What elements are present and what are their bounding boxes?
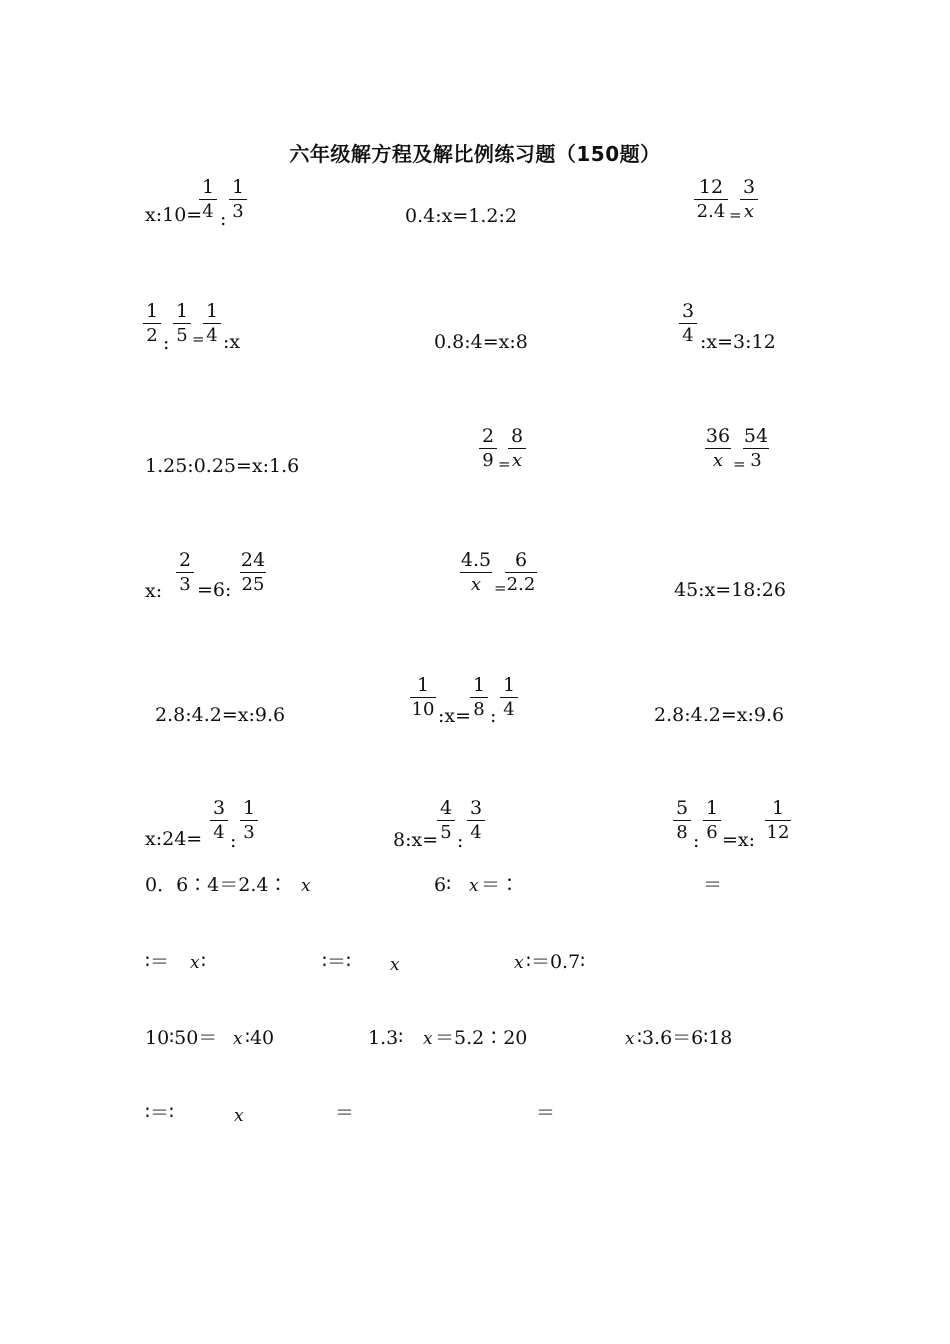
problem-text: 1.25:0.25=x:1.6	[145, 455, 300, 477]
fraction-denominator: 3	[243, 822, 255, 843]
fraction-bar	[143, 323, 161, 324]
problem-text: x:24=	[145, 828, 203, 850]
fraction-numerator: 5	[675, 797, 689, 819]
fraction-bar	[210, 820, 228, 821]
problem-text: ∶＝0.7∶	[526, 951, 586, 973]
fraction-bar	[240, 572, 266, 573]
fraction-denominator: 9	[482, 450, 494, 471]
problem-text: ∶	[201, 951, 206, 973]
fraction-numerator: 1	[201, 176, 215, 198]
variable-x: x	[234, 1106, 244, 1126]
fraction-denominator: 8	[473, 699, 485, 720]
problem-text: 0．6∶4＝2.4∶	[145, 874, 288, 896]
problem-text: =x:	[722, 829, 756, 851]
equals-sign: =	[729, 206, 742, 224]
problem-text: 2.8:4.2=x:9.6	[654, 704, 785, 726]
variable-x: x	[233, 1029, 243, 1049]
fraction-numerator: 1	[145, 300, 159, 322]
fraction-numerator: 3	[681, 300, 695, 322]
fraction-denominator: 4	[206, 325, 218, 346]
ratio-colon: :	[490, 705, 497, 727]
fraction-bar	[479, 448, 497, 449]
fraction-bar	[705, 448, 731, 449]
variable-x: x	[625, 1029, 635, 1049]
fraction-denominator: x	[511, 450, 523, 471]
fraction-bar	[508, 448, 526, 449]
fraction-denominator: 4	[202, 201, 214, 222]
page-title: 六年级解方程及解比例练习题（150题）	[289, 142, 661, 166]
variable-x: x	[390, 955, 400, 975]
problem-text: 45:x=18:26	[674, 579, 786, 601]
fraction-numerator: 3	[212, 797, 226, 819]
fraction-bar	[703, 820, 721, 821]
fraction-denominator: 25	[241, 574, 265, 595]
fraction-bar	[203, 323, 221, 324]
fraction-denominator: 3	[179, 574, 191, 595]
equals-sign: ＝	[335, 1102, 355, 1124]
problem-text: 0.8:4=x:8	[434, 331, 528, 353]
fraction-numerator: 24	[240, 549, 266, 571]
fraction-denominator: 2	[146, 325, 158, 346]
problem-text: x:10=	[145, 204, 203, 226]
fraction-denominator: 4	[470, 822, 482, 843]
fraction-bar	[410, 697, 436, 698]
fraction-bar	[500, 697, 518, 698]
problem-text: 10∶50＝	[145, 1027, 218, 1049]
fraction-denominator: 3	[750, 450, 762, 471]
variable-x: x	[190, 953, 200, 973]
problem-text: 1.3∶	[368, 1027, 404, 1049]
ratio-colon: :	[220, 208, 227, 230]
fraction-numerator: 6	[514, 549, 528, 571]
fraction-bar	[229, 199, 247, 200]
fraction-bar	[173, 323, 191, 324]
problem-text: :x=3:12	[700, 331, 776, 353]
ratio-colon: :	[457, 830, 464, 852]
variable-x: x	[301, 876, 311, 896]
fraction-numerator: 3	[742, 176, 756, 198]
fraction-bar	[240, 820, 258, 821]
fraction-numerator: 2	[178, 549, 192, 571]
fraction-bar	[694, 199, 728, 200]
fraction-bar	[673, 820, 691, 821]
fraction-denominator: 2.2	[506, 574, 536, 595]
fraction-denominator: 6	[706, 822, 718, 843]
equals-sign: =	[733, 455, 746, 473]
fraction-denominator: 3	[232, 201, 244, 222]
variable-x: x	[423, 1029, 433, 1049]
fraction-denominator: x	[470, 574, 482, 595]
fraction-numerator: 4.5	[460, 549, 492, 571]
fraction-bar	[740, 199, 758, 200]
variable-x: x	[514, 953, 524, 973]
fraction-numerator: 1	[705, 797, 719, 819]
fraction-numerator: 8	[510, 425, 524, 447]
problem-text: :x=	[438, 705, 472, 727]
equals-sign: =	[494, 579, 507, 597]
fraction-denominator: x	[743, 201, 755, 222]
fraction-numerator: 1	[231, 176, 245, 198]
equals-sign: =	[498, 455, 511, 473]
problem-text: :x	[223, 331, 241, 353]
fraction-bar	[765, 820, 791, 821]
problem-text: 0.4:x=1.2:2	[405, 205, 517, 227]
fraction-denominator: 2.4	[696, 201, 726, 222]
problem-text: x:	[145, 580, 163, 602]
fraction-denominator: x	[712, 450, 724, 471]
fraction-bar	[199, 199, 217, 200]
fraction-denominator: 8	[676, 822, 688, 843]
fraction-numerator: 54	[743, 425, 769, 447]
fraction-denominator: 4	[213, 822, 225, 843]
equals-sign: =	[192, 330, 205, 348]
fraction-numerator: 3	[469, 797, 483, 819]
fraction-bar	[437, 820, 455, 821]
fraction-numerator: 36	[705, 425, 731, 447]
variable-x: x	[469, 876, 479, 896]
fraction-denominator: 12	[766, 822, 790, 843]
problem-text: ∶40	[245, 1027, 275, 1049]
problem-text: 6∶	[434, 874, 452, 896]
fraction-numerator: 1	[416, 674, 430, 696]
fraction-denominator: 5	[440, 822, 452, 843]
ratio-colon: :	[693, 830, 700, 852]
equals-sign: ＝	[536, 1102, 556, 1124]
problem-text: 8:x=	[393, 829, 439, 851]
fraction-numerator: 1	[175, 300, 189, 322]
fraction-numerator: 1	[472, 674, 486, 696]
fraction-numerator: 12	[698, 176, 724, 198]
fraction-bar	[505, 572, 537, 573]
problem-text: ∶＝∶	[145, 1102, 174, 1124]
problem-text: ∶＝	[145, 951, 169, 973]
fraction-numerator: 4	[439, 797, 453, 819]
problem-text: ∶＝∶	[322, 951, 351, 973]
ratio-colon: :	[230, 830, 237, 852]
problem-text: =6:	[197, 579, 232, 601]
equals-sign: ＝	[703, 874, 723, 896]
fraction-numerator: 1	[242, 797, 256, 819]
fraction-denominator: 4	[682, 325, 694, 346]
problem-text: 2.8:4.2=x:9.6	[155, 704, 286, 726]
fraction-bar	[176, 572, 194, 573]
fraction-numerator: 1	[205, 300, 219, 322]
fraction-denominator: 4	[503, 699, 515, 720]
problem-text: ＝5.2∶20	[435, 1027, 528, 1049]
fraction-bar	[743, 448, 769, 449]
fraction-bar	[460, 572, 492, 573]
fraction-bar	[470, 697, 488, 698]
problem-text: ∶3.6＝6∶18	[637, 1027, 733, 1049]
fraction-denominator: 5	[176, 325, 188, 346]
fraction-bar	[679, 323, 697, 324]
ratio-colon: :	[163, 332, 170, 354]
problem-text: ＝∶	[481, 874, 520, 896]
fraction-numerator: 1	[771, 797, 785, 819]
fraction-numerator: 1	[502, 674, 516, 696]
fraction-numerator: 2	[481, 425, 495, 447]
fraction-bar	[467, 820, 485, 821]
fraction-denominator: 10	[411, 699, 435, 720]
